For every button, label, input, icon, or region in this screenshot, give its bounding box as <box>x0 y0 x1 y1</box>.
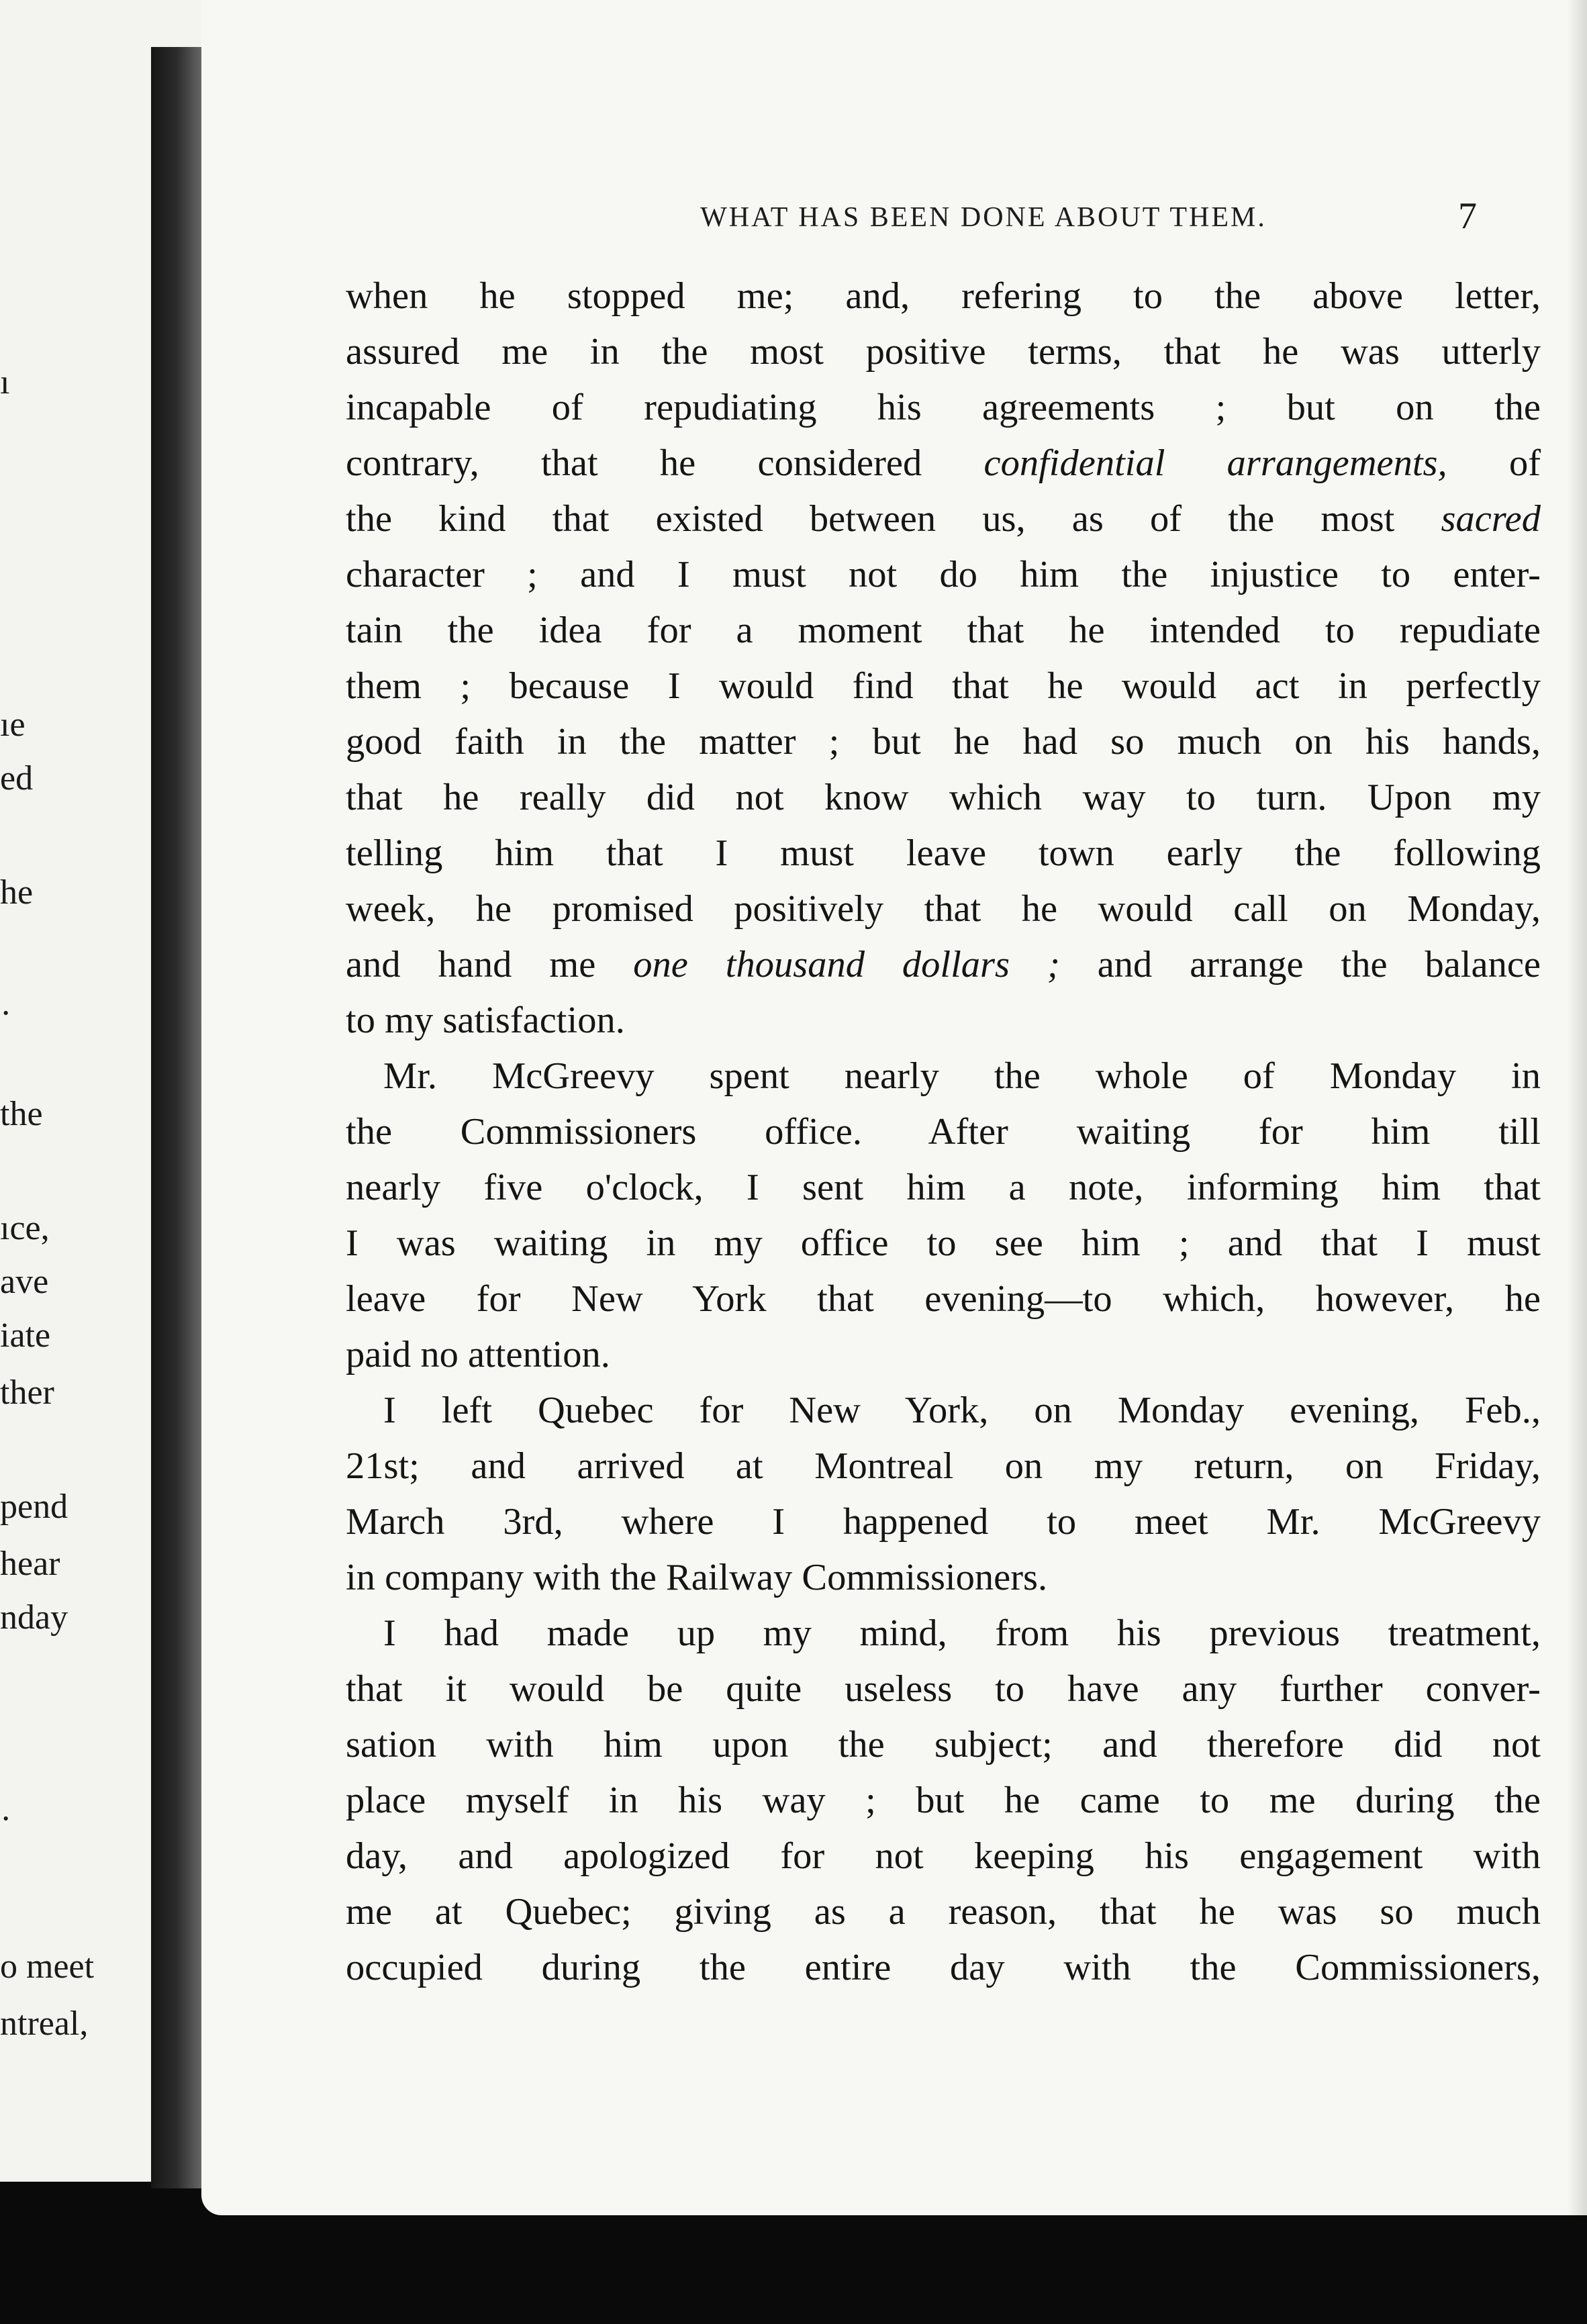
left-page-fragment: ed <box>0 759 34 797</box>
left-page-fragment: ntreal, <box>0 2004 89 2043</box>
text-line: that it would be quite useless to have any further conver- <box>346 1668 1541 1710</box>
left-page-fragment: · <box>0 1800 12 1838</box>
page-edge <box>1567 0 1587 2215</box>
left-page-fragment: ave <box>0 1263 49 1301</box>
left-page-fragment: ı <box>0 363 10 401</box>
text-line: in company with the Railway Commissioners. <box>346 1557 1048 1598</box>
body-text <box>346 269 1541 1996</box>
text-line: when he stopped me; and, refering to the above letter, <box>346 275 1541 317</box>
text-line: I was waiting in my office to see him ; and that I must <box>346 1222 1541 1264</box>
left-page-fragment: nday <box>0 1598 68 1637</box>
left-page-fragment: pend <box>0 1488 68 1526</box>
text-line: leave for New York that evening—to which, however, he <box>346 1278 1541 1320</box>
paragraph-start: Mr. McGreevy spent nearly the whole of Monday in <box>383 1055 1541 1097</box>
text-fragment: and arrange the balance <box>1097 944 1541 985</box>
emphasis-text: one thousand dollars ; <box>633 944 1060 985</box>
left-page-fragment: the <box>0 1095 43 1133</box>
text-line: 21st; and arrived at Montreal on my return, on Friday, <box>346 1445 1541 1487</box>
left-page-fragment: he <box>0 873 34 912</box>
left-page-fragment: ther <box>0 1373 54 1412</box>
text-line: incapable of repudiating his agreements ; but on the <box>346 387 1541 428</box>
text-line: sation with him upon the subject; and therefore did not <box>346 1724 1541 1765</box>
page-number: 7 <box>1458 195 1477 237</box>
left-page-fragment: ıce, <box>0 1209 50 1247</box>
text-line: assured me in the most positive terms, that he was utterly <box>346 331 1541 373</box>
text-fragment: contrary, that he considered <box>346 442 922 484</box>
text-line: place myself in his way ; but he came to me during the <box>346 1780 1541 1821</box>
text-line: them ; because I would find that he would act in perfectly <box>346 665 1541 707</box>
left-page-fragment: · <box>0 994 12 1032</box>
left-page-fragment: o meet <box>0 1947 95 1986</box>
text-line: telling him that I must leave town early the following <box>346 832 1541 874</box>
text-line: March 3rd, where I happened to meet Mr. McGreevy <box>346 1501 1541 1543</box>
text-line: me at Quebec; giving as a reason, that he was so much <box>346 1891 1541 1933</box>
text-line: good faith in the matter ; but he had so much on his hands, <box>346 721 1541 763</box>
emphasis-text: sacred <box>1441 498 1541 540</box>
text-line: to my satisfaction. <box>346 1000 625 1041</box>
text-line <box>346 491 1541 547</box>
paragraph-start: I left Quebec for New York, on Monday evening, Feb., <box>383 1390 1541 1431</box>
running-head: WHAT HAS BEEN DONE ABOUT THEM. <box>700 202 1267 233</box>
text-line: tain the idea for a moment that he intended to repudiate <box>346 610 1541 651</box>
text-line: that he really did not know which way to turn. Upon my <box>346 777 1541 818</box>
text-line: the Commissioners office. After waiting for him till <box>346 1111 1541 1153</box>
left-page-fragment: ıe <box>0 706 26 744</box>
emphasis-text: confidential arrangements, <box>983 442 1447 484</box>
text-line: nearly five o'clock, I sent him a note, informing him that <box>346 1167 1541 1208</box>
paragraph-start: I had made up my mind, from his previous treatment, <box>383 1612 1541 1654</box>
text-line: occupied during the entire day with the Commissioners, <box>346 1947 1541 1988</box>
left-page-fragment: iate <box>0 1316 51 1355</box>
text-line <box>346 436 1541 491</box>
text-line: week, he promised positively that he would call on Monday, <box>346 888 1541 930</box>
text-line: day, and apologized for not keeping his engagement with <box>346 1835 1541 1877</box>
book-page <box>201 0 1587 2215</box>
text-fragment: the kind that existed between us, as of the most <box>346 498 1395 540</box>
text-line: character ; and I must not do him the injustice to enter- <box>346 554 1541 595</box>
left-page-fragment: hear <box>0 1545 60 1583</box>
text-line <box>346 937 1541 993</box>
text-line: paid no attention. <box>346 1334 610 1375</box>
text-fragment: and hand me <box>346 944 596 985</box>
text-fragment: of <box>1508 442 1541 484</box>
